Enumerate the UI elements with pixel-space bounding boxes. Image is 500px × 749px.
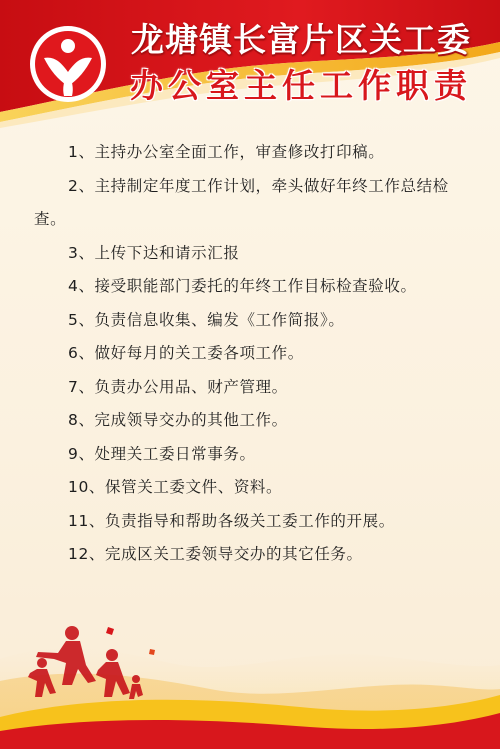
duty-item: 6、做好每月的关工委各项工作。 (68, 344, 304, 362)
duty-item: 2、主持制定年度工作计划，牵头做好年终工作总结检查。 (34, 176, 449, 228)
guangongwei-emblem-icon (28, 24, 108, 104)
footer-decoration (0, 619, 500, 749)
title-line-1: 龙塘镇长富片区关工委 (131, 20, 471, 59)
duty-item: 7、负责办公用品、财产管理。 (68, 377, 288, 396)
duty-item: 12、完成区关工委领导交办的其它任务。 (68, 545, 363, 563)
duty-item: 5、负责信息收集、编发《工作简报》。 (68, 310, 345, 329)
duty-item: 3、上传下达和请示汇报 (68, 243, 240, 262)
leaf-icon (149, 649, 155, 655)
duties-list (34, 136, 474, 572)
title-line-2: 办公室主任工作职责 (130, 66, 472, 105)
duty-item: 1、主持办公室全面工作，审查修改打印稿。 (68, 143, 385, 161)
duty-item: 9、处理关工委日常事务。 (68, 444, 256, 463)
leaf-icon (106, 627, 114, 635)
duty-item: 8、完成领导交办的其他工作。 (68, 411, 288, 429)
duty-item: 10、保管关工委文件、资料。 (68, 478, 283, 496)
duty-item: 11、负责指导和帮助各级关工委工作的开展。 (68, 511, 395, 530)
duty-item: 4、接受职能部门委托的年终工作目标检查验收。 (68, 277, 417, 295)
